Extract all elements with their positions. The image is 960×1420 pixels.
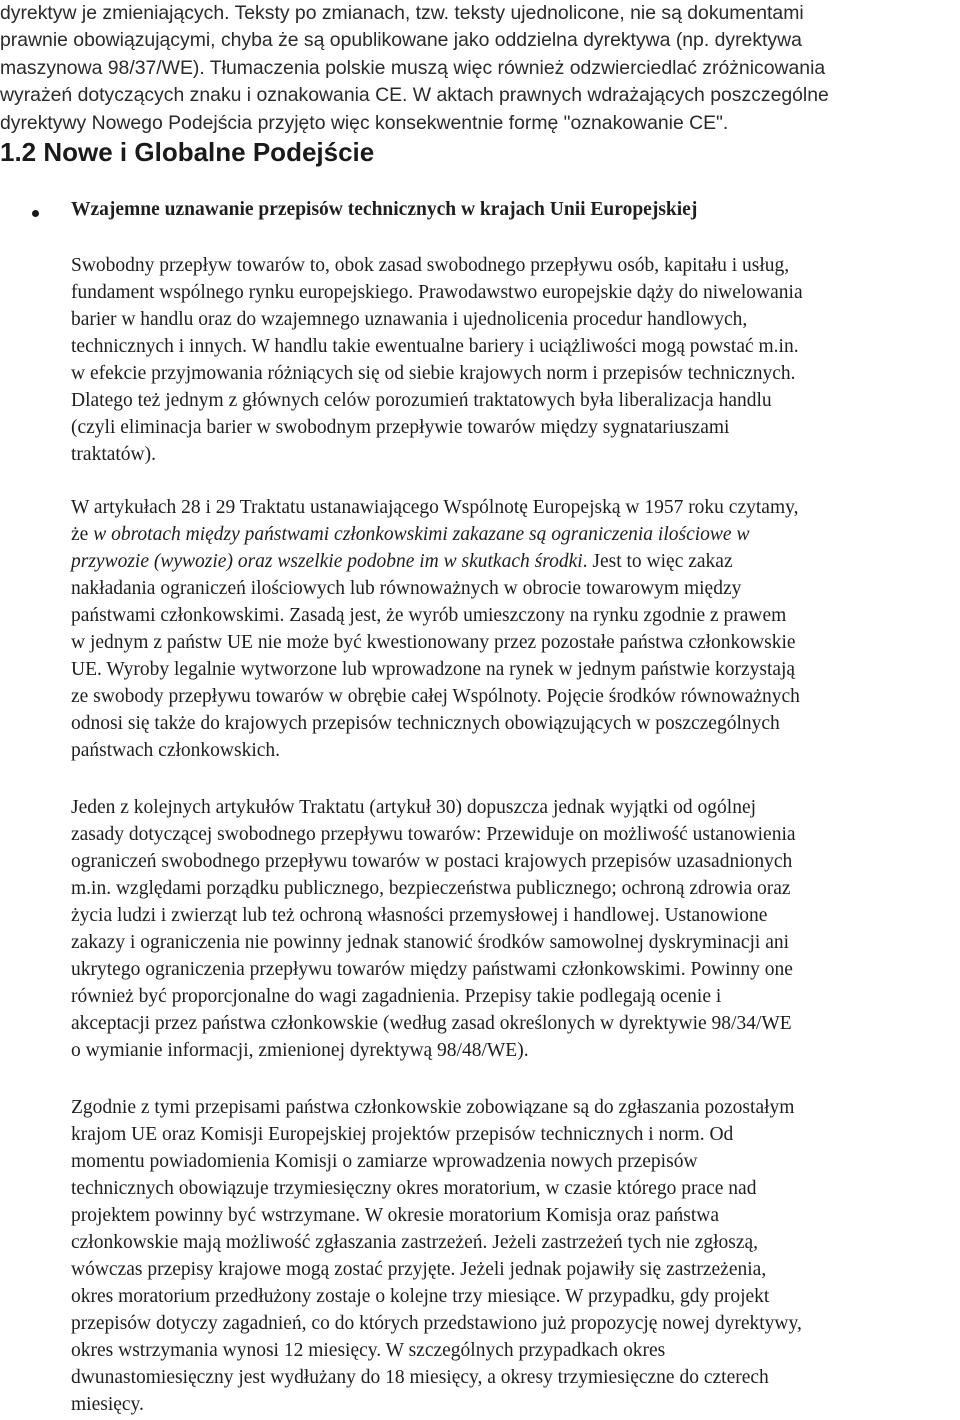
quoted-treaty-text: w obrotach między państwami członkowskimi zakazane są ograniczenia ilościowe w [93,524,750,545]
text-line: m.in. względami porządku publicznego, bezpieczeństwa publicznego; ochroną zdrowia oraz [71,878,791,899]
text-line: zasady dotyczącej swobodnego przepływu towarów: Przewiduje on możliwość ustanowienia [71,824,796,845]
intro-text [0,0,955,137]
paragraph [71,794,796,1064]
text-line: fundament wspólnego rynku europejskiego. Prawodawstwo europejskie dąży do niwelowania [71,282,803,303]
text-line: o wymianie informacji, zmienionej dyrektywą 98/48/WE). [71,1040,529,1061]
text-line: ograniczeń swobodnego przepływu towarów w postaci krajowych przepisów uzasadnionych [71,851,793,872]
text-line: odnosi się także do krajowych przepisów technicznych obowiązujących w poszczególnych [71,713,780,734]
text-line: okres wstrzymania wynosi 12 miesięcy. W szczególnych przypadkach okres [71,1340,666,1361]
text-line: barier w handlu oraz do wzajemnego uznawania i ujednolicenia procedur handlowych, [71,309,748,330]
bullet-icon [32,210,39,217]
text-line: przepisów dotyczy zagadnień, co do których przedstawiono już propozycję nowej dyrektywy, [71,1313,802,1334]
text-line: Swobodny przepływ towarów to, obok zasad swobodnego przepływu osób, kapitału i usług, [71,255,790,276]
text-line: ze swobody przepływu towarów w obrębie całej Wspólnoty. Pojęcie środków równoważnych [71,686,800,707]
text-line: również być proporcjonalne do wagi zagadnienia. Przepisy takie podlegają ocenie i [71,986,722,1007]
paragraph [71,252,803,468]
text-line: Dlatego też jednym z głównych celów porozumień traktatowych była liberalizacja handlu [71,390,772,411]
text-line: krajom UE oraz Komisji Europejskiej projektów przepisów technicznych i norm. Od [71,1124,734,1145]
text-line: życia ludzi i zwierząt lub też ochroną własności przemysłowej i handlowej. Ustanowione [71,905,768,926]
text-line: (czyli eliminacja barier w swobodnym przepływie towarów między sygnatariuszami [71,417,730,438]
text-line: państwach członkowskich. [71,740,281,761]
text-line: W artykułach 28 i 29 Traktatu ustanawiającego Wspólnotę Europejską w 1957 roku czytamy, [71,497,799,518]
text-line: w efekcie przyjmowania różniących się od siebie krajowych norm i przepisów technicznych. [71,363,796,384]
text-line: technicznych obowiązuje trzymiesięczny okres moratorium, w czasie którego prace nad [71,1178,757,1199]
bullet-title: Wzajemne uznawanie przepisów technicznych w krajach Unii Europejskiej [71,199,698,220]
section-heading: 1.2 Nowe i Globalne Podejście [0,137,375,167]
text-line: ukrytego ograniczenia przepływu towarów między państwami członkowskimi. Powinny one [71,959,793,980]
text-span: . Jest to więc zakaz [582,551,733,572]
paragraph [71,494,800,764]
text-line: w jednym z państw UE nie może być kwestionowany przez pozostałe państwa członkowskie [71,632,796,653]
text-line: miesięcy. [71,1394,144,1415]
text-span: że [71,524,94,545]
intro-line: maszynowa 98/37/WE). Tłumaczenia polskie muszą więc również odzwierciedlać zróżnicowania [0,56,826,79]
text-line: technicznych i innych. W handlu takie ewentualne bariery i uciążliwości mogą powstać m.in. [71,336,799,357]
text-line: okres moratorium przedłużony zostaje o kolejne trzy miesiące. W przypadku, gdy projekt [71,1286,770,1307]
text-line: Jeden z kolejnych artykułów Traktatu (artykuł 30) dopuszcza jednak wyjątki od ogólnej [71,797,757,818]
text-line: traktatów). [71,444,157,465]
text-line [71,521,800,548]
intro-line: prawnie obowiązującymi, chyba że są opublikowane jako oddzielna dyrektywa (np. dyrektywa [0,29,802,52]
text-line: akceptacji przez państwa członkowskie (według zasad określonych w dyrektywie 98/34/WE [71,1013,792,1034]
text-line: członkowskie mają możliwość zgłaszania zastrzeżeń. Jeżeli zastrzeżeń tych nie zgłoszą, [71,1232,759,1253]
text-line: wówczas przepisy krajowe mogą zostać przyjęte. Jeżeli jednak pojawiły się zastrzeżenia, [71,1259,767,1280]
text-line: UE. Wyroby legalnie wytworzone lub wprowadzone na rynek w jednym państwie korzystają [71,659,796,680]
text-line: momentu powiadomienia Komisji o zamiarze wprowadzenia nowych przepisów [71,1151,698,1172]
text-line: państwami członkowskimi. Zasadą jest, że wyrób umieszczony na rynku zgodnie z prawem [71,605,787,626]
text-line: zakazy i ograniczenia nie powinny jednak stanowić środków samowolnej dyskryminacji ani [71,932,790,953]
intro-line: wyrażeń dotyczących znaku i oznakowania CE. W aktach prawnych wdrażających poszczególne [0,84,829,107]
paragraph [71,1094,802,1418]
quoted-treaty-text: przywozie (wywozie) oraz wszelkie podobne im w skutkach środki [71,551,583,572]
intro-line: dyrektyw je zmieniających. Teksty po zmianach, tzw. teksty ujednolicone, nie są dokumentami [0,2,804,24]
text-line: dwunastomiesięczny jest wydłużany do 18 miesięcy, a okresy trzymiesięczne do czterech [71,1367,769,1388]
intro-line: dyrektywy Nowego Podejścia przyjęto więc konsekwentnie formę "oznakowanie CE". [0,111,729,134]
text-line: projektem powinny być wstrzymane. W okresie moratorium Komisja oraz państwa [71,1205,720,1226]
text-line: nakładania ograniczeń ilościowych lub równoważnych w obrocie towarowym między [71,578,742,599]
text-line [71,548,800,575]
text-line: Zgodnie z tymi przepisami państwa członkowskie zobowiązane są do zgłaszania pozostałym [71,1097,795,1118]
